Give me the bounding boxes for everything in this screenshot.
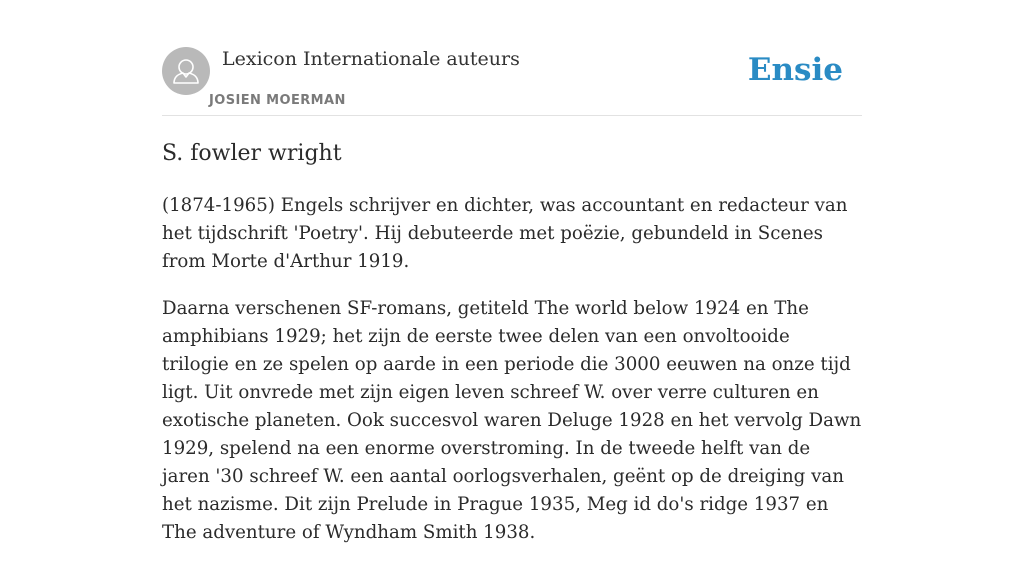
article-title: S. fowler wright <box>162 141 342 166</box>
paragraph: (1874-1965) Engels schrijver en dichter, was accountant en redacteur van het tijdschrift 'Poetry'. Hij debuteerde met poëzie, gebundeld in Scenes from Morte d'Arthur 1919. <box>162 195 848 272</box>
author-avatar[interactable] <box>162 47 210 95</box>
ensie-logo[interactable]: Ensie <box>747 52 843 88</box>
paragraph: Daarna verschenen SF-romans, getiteld The world below 1924 en The amphibians 1929; het zijn de eerste twee delen van een onvoltooide trilogie en ze spelen op aarde in een periode die 3000 eeuwen na onze tijd ligt. Uit onvrede met zijn eigen leven schreef W. over verre culturen en exotische planeten. Ook succesvol waren Deluge 1928 en het vervolg Dawn 1929, spelend na een enorme overstroming. In de tweede helft van de jaren '30 schreef W. een aantal oorlogsverhalen, geënt op de dreiging van het nazisme. Dit zijn Prelude in Prague 1935, Meg id do's ridge 1937 en The adventure of Wyndham Smith 1938. <box>162 298 862 543</box>
author-link[interactable]: JOSIEN MOERMAN <box>209 93 346 108</box>
lexicon-title[interactable]: Lexicon Internationale auteurs <box>222 48 520 70</box>
header <box>162 47 862 116</box>
user-avatar-icon <box>162 47 210 95</box>
article-body <box>162 192 862 566</box>
